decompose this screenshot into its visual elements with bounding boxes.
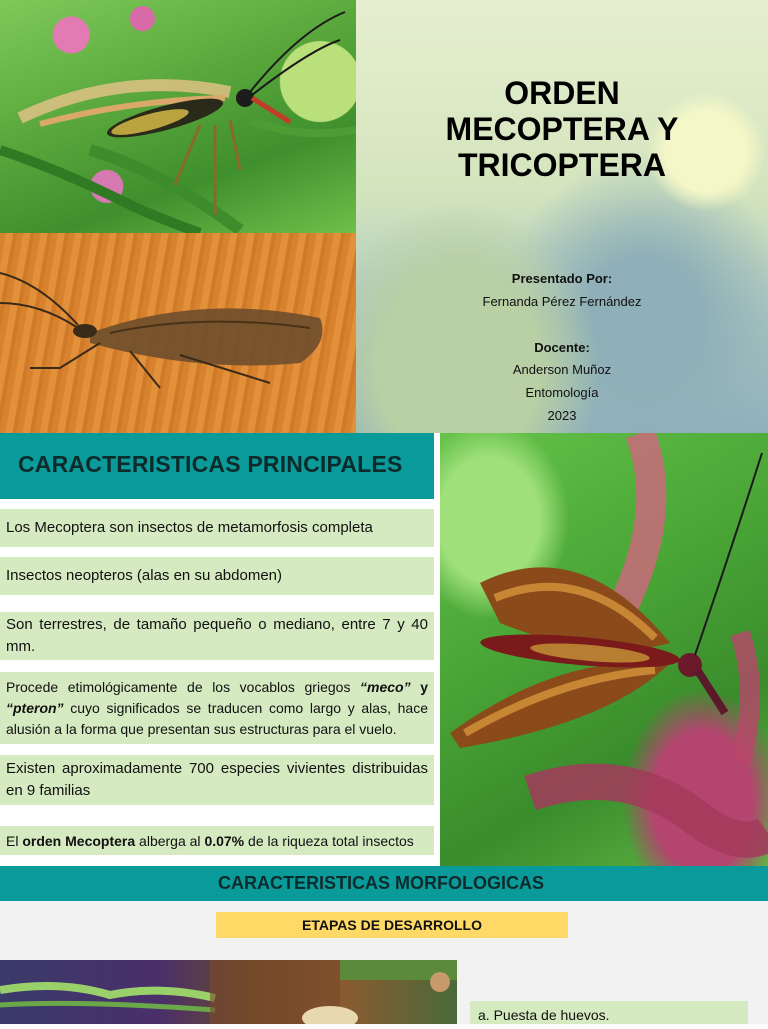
caddisfly-photo [0, 233, 356, 433]
scorpionfly-illustration [0, 0, 356, 233]
teacher-label: Docente: [534, 340, 590, 355]
development-stages-label: ETAPAS DE DESARROLLO [216, 912, 568, 938]
bullet-text: Procede etimológicamente de los vocablos griegos “meco” y “pteron” cuyo significados se traducen como largo y alas, hace alusión a la forma que presentan sus estructuras para el vuelo. [6, 678, 428, 737]
bullet-text: Insectos neopteros (alas en su abdomen) [6, 567, 282, 584]
bullet-species [0, 755, 434, 805]
bullet-etymology [0, 672, 434, 744]
bullet-metamorphosis [0, 509, 434, 547]
scorpionfly-closeup-illustration [440, 433, 768, 866]
teacher-name: Anderson Muñoz [512, 362, 612, 377]
course-name: Entomología [525, 385, 599, 400]
presenter-label: Presentado Por: [511, 271, 613, 286]
title-panel [356, 0, 768, 433]
bullet-text: El orden Mecoptera alberga al 0.07% de la riqueza total insectos [6, 832, 414, 849]
bullet-richness [0, 826, 434, 855]
presenter-name: Fernanda Pérez Fernández [482, 294, 642, 309]
bullet-text: Los Mecoptera son insectos de metamorfosis completa [6, 519, 373, 536]
presentation-title: ORDEN MECOPTERA Y TRICOPTERA [445, 75, 679, 183]
scorpionfly-photo [0, 0, 356, 233]
development-stages-illustration [0, 960, 457, 1024]
year: 2023 [547, 408, 577, 423]
bullet-text: Existen aproximadamente 700 especies vivientes distribuidas en 9 familias [6, 760, 428, 799]
development-stages-photo [0, 960, 457, 1024]
bullet-neopteros [0, 557, 434, 595]
scorpionfly-closeup-photo [440, 433, 768, 866]
bullet-size [0, 612, 434, 660]
caddisfly-illustration [0, 233, 356, 433]
section-header-text: CARACTERISTICAS PRINCIPALES [18, 451, 403, 477]
stage-a-egg-laying: a. Puesta de huevos. [470, 1001, 748, 1024]
section-header-main-characteristics [0, 433, 434, 499]
bullet-text: Son terrestres, de tamaño pequeño o mediano, entre 7 y 40 mm. [6, 616, 428, 655]
section-header-text: CARACTERISTICAS MORFOLOGICAS [218, 873, 544, 893]
section-header-morphology [0, 866, 768, 901]
